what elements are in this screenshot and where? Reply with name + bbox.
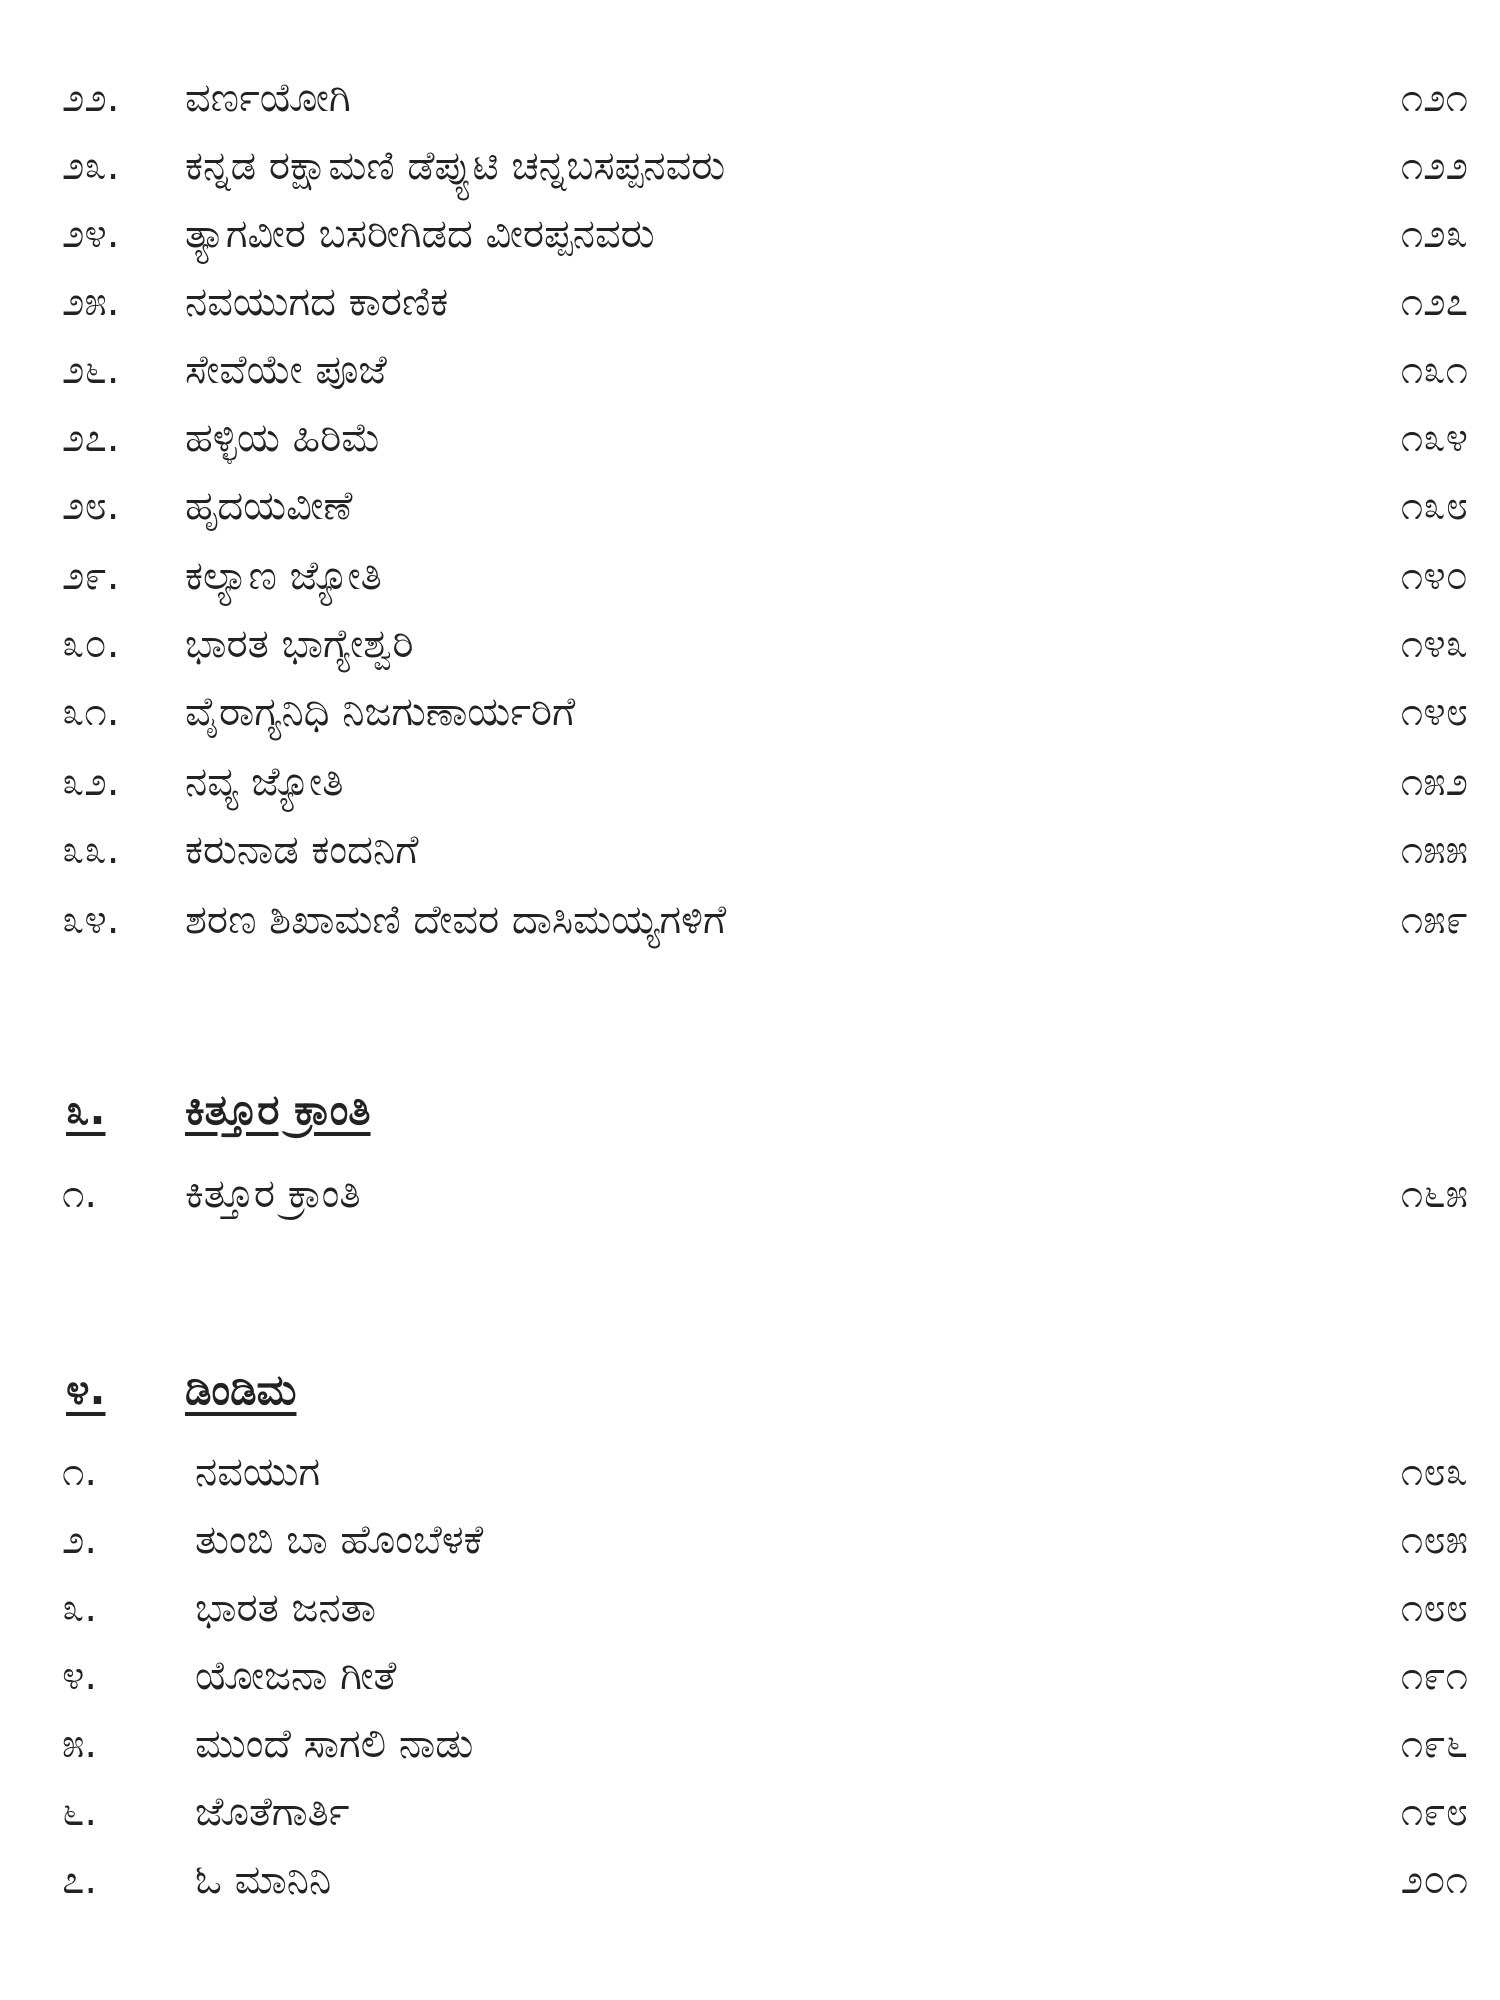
entry-page: ೧೩೮ — [1400, 483, 1468, 529]
section-number: ೩. — [66, 1085, 106, 1134]
entry-page: ೧೯೬ — [1400, 1721, 1468, 1767]
toc-entry — [0, 1164, 1500, 1224]
section-title: ಕಿತ್ತೂರ ಕ್ರಾಂತಿ — [185, 1085, 371, 1134]
entry-title: ಭಾರತ ಭಾಗ್ಯೇಶ್ವರಿ — [185, 621, 414, 667]
entry-title: ತುಂಬಿ ಬಾ ಹೊಂಬೆಳಕೆ — [195, 1517, 484, 1563]
entry-title: ಕಿತ್ತೂರ ಕ್ರಾಂತಿ — [185, 1171, 361, 1217]
entry-title: ವೈರಾಗ್ಯನಿಧಿ ನಿಜಗುಣಾರ್ಯರಿಗೆ — [185, 689, 576, 735]
entry-number: ೨೯. — [62, 553, 120, 599]
toc-entry — [0, 1782, 1500, 1842]
section-heading-3 — [0, 1078, 1500, 1142]
entry-number: ೩೦. — [62, 621, 120, 667]
entry-page: ೧೨೨ — [1400, 143, 1468, 189]
toc-entry — [0, 408, 1500, 468]
entry-number: ೭. — [62, 1857, 98, 1903]
entry-title: ಸೇವೆಯೇ ಪೂಜೆ — [185, 347, 387, 393]
toc-entry — [0, 1714, 1500, 1774]
toc-entry — [0, 1646, 1500, 1706]
entry-title: ಭಾರತ ಜನತಾ — [195, 1585, 376, 1631]
entry-number: ೧. — [62, 1449, 98, 1495]
entry-page: ೧೯೮ — [1400, 1789, 1468, 1835]
entry-title: ಓ ಮಾನಿನಿ — [195, 1857, 332, 1903]
section-number: ೪. — [66, 1365, 106, 1414]
entry-page: ೧೪೮ — [1400, 689, 1468, 735]
entry-number: ೬. — [62, 1789, 98, 1835]
entry-number: ೨೮. — [62, 483, 120, 529]
entry-title: ಕರುನಾಡ ಕಂದನಿಗೆ — [185, 827, 419, 873]
entry-title: ಕನ್ನಡ ರಕ್ಷಾಮಣಿ ಡೆಪ್ಯುಟಿ ಚನ್ನಬಸಪ್ಪನವರು — [185, 143, 726, 189]
entry-number: ೨. — [62, 1517, 98, 1563]
toc-entry — [0, 682, 1500, 742]
entry-number: ೨೬. — [62, 347, 120, 393]
entry-title: ನವಯುಗ — [195, 1449, 321, 1495]
entry-page: ೧೪೦ — [1400, 553, 1468, 599]
entry-number: ೪. — [62, 1653, 98, 1699]
toc-entry — [0, 820, 1500, 880]
entry-number: ೩೪. — [62, 897, 120, 943]
toc-entry — [0, 68, 1500, 128]
entry-title: ಶರಣ ಶಿಖಾಮಣಿ ದೇವರ ದಾಸಿಮಯ್ಯಗಳಿಗೆ — [185, 897, 727, 943]
entry-title: ಹಳ್ಳಿಯ ಹಿರಿಮೆ — [185, 415, 381, 461]
entry-number: ೩೧. — [62, 689, 120, 735]
toc-entry — [0, 1850, 1500, 1910]
entry-page: ೧೯೧ — [1400, 1653, 1468, 1699]
toc-entry — [0, 136, 1500, 196]
entry-number: ೨೭. — [62, 415, 120, 461]
entry-page: ೧೩೧ — [1400, 347, 1468, 393]
entry-page: ೧೫೨ — [1400, 759, 1468, 805]
entry-page: ೧೫೫ — [1400, 827, 1468, 873]
entry-number: ೩೨. — [62, 759, 120, 805]
entry-page: ೧೮೩ — [1400, 1449, 1468, 1495]
section-title: ಡಿಂಡಿಮ — [185, 1365, 297, 1414]
entry-number: ೫. — [62, 1721, 98, 1767]
toc-entry — [0, 204, 1500, 264]
entry-title: ಹೃದಯವೀಣೆ — [185, 483, 353, 529]
entry-page: ೧೩೪ — [1400, 415, 1468, 461]
entry-page: ೧೨೧ — [1400, 75, 1468, 121]
toc-entry — [0, 476, 1500, 536]
entry-number: ೧. — [62, 1171, 98, 1217]
entry-title: ಮುಂದೆ ಸಾಗಲಿ ನಾಡು — [195, 1721, 474, 1767]
entry-title: ಜೊತೆಗಾರ್ತಿ — [195, 1789, 350, 1835]
entry-page: ೧೬೫ — [1400, 1171, 1468, 1217]
entry-page: ೧೮೫ — [1400, 1517, 1468, 1563]
entry-number: ೩೩. — [62, 827, 120, 873]
entry-page: ೧೪೩ — [1400, 621, 1468, 667]
toc-entry — [0, 1510, 1500, 1570]
entry-title: ವರ್ಣಯೋಗಿ — [185, 75, 351, 121]
entry-page: ೧೨೭ — [1400, 279, 1468, 325]
entry-page: ೧೫೯ — [1400, 897, 1468, 943]
entry-title: ನವಯುಗದ ಕಾರಣಿಕ — [185, 279, 449, 325]
toc-entry — [0, 340, 1500, 400]
toc-entry — [0, 890, 1500, 950]
toc-entry — [0, 1442, 1500, 1502]
entry-title: ಕಲ್ಯಾಣ ಜ್ಯೋತಿ — [185, 553, 382, 599]
toc-entry — [0, 614, 1500, 674]
toc-entry — [0, 272, 1500, 332]
entry-title: ನವ್ಯ ಜ್ಯೋತಿ — [185, 759, 344, 805]
entry-number: ೨೪. — [62, 211, 120, 257]
entry-title: ತ್ಯಾಗವೀರ ಬಸರೀಗಿಡದ ವೀರಪ್ಪನವರು — [185, 211, 655, 257]
entry-number: ೩. — [62, 1585, 98, 1631]
entry-number: ೨೫. — [62, 279, 120, 325]
entry-page: ೧೨೩ — [1400, 211, 1468, 257]
section-heading-4 — [0, 1358, 1500, 1422]
entry-number: ೨೩. — [62, 143, 120, 189]
toc-entry — [0, 752, 1500, 812]
toc-entry — [0, 546, 1500, 606]
entry-title: ಯೋಜನಾ ಗೀತೆ — [195, 1653, 397, 1699]
entry-number: ೨೨. — [62, 75, 120, 121]
entry-page: ೧೮೮ — [1400, 1585, 1468, 1631]
entry-page: ೨೦೧ — [1400, 1857, 1468, 1903]
toc-entry — [0, 1578, 1500, 1638]
